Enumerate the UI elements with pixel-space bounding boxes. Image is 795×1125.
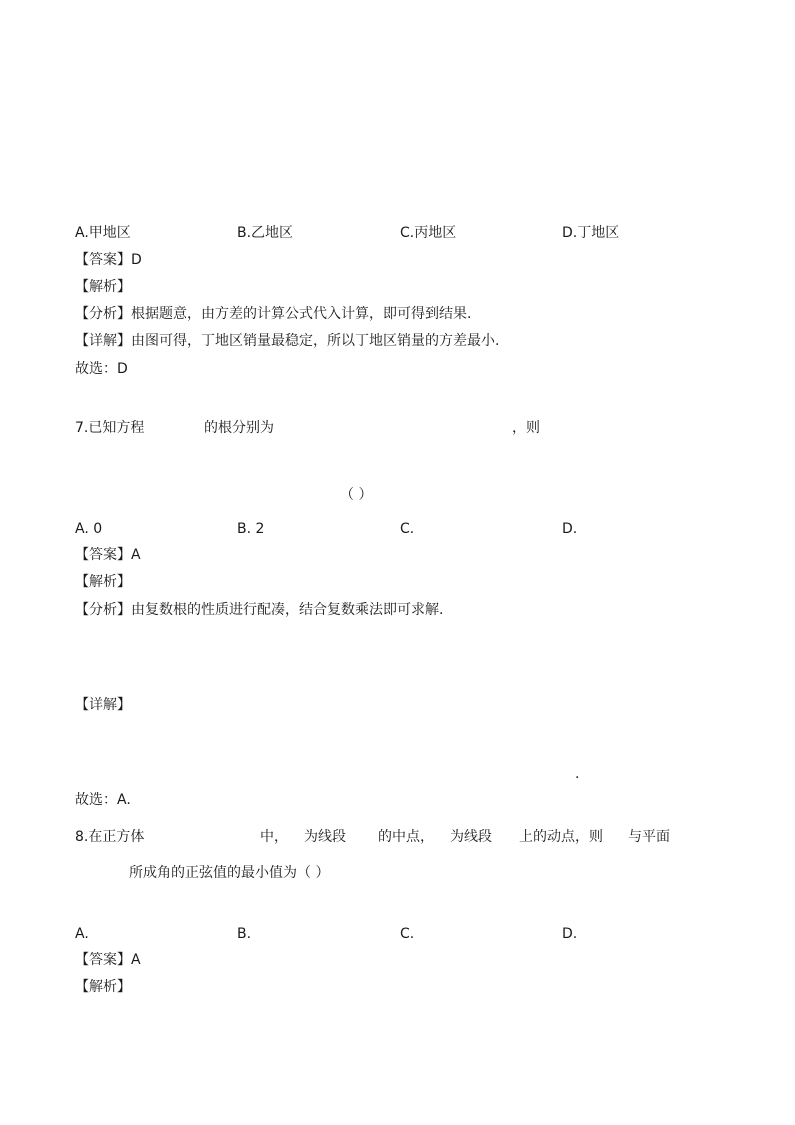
q8-stem-part3: 为线段 xyxy=(304,829,346,845)
q7-guxuan: 故选：A. xyxy=(75,792,131,808)
q7-period: . xyxy=(575,766,580,782)
fenxi-text: 由复数根的性质进行配凑，结合复数乘法即可求解. xyxy=(131,602,444,618)
q6-xiangjie xyxy=(75,332,499,350)
q8-answer xyxy=(75,951,141,969)
q6-guxuan: 故选：D xyxy=(75,361,128,377)
fenxi-text: 根据题意，由方差的计算公式代入计算，即可得到结果. xyxy=(131,306,472,322)
q7-xiangjie-label: 【详解】 xyxy=(75,697,131,713)
q7-option-b: B. 2 xyxy=(237,521,265,537)
q8-option-d: D. xyxy=(562,926,578,942)
q6-answer xyxy=(75,251,142,269)
q8-stem-part6: 上的动点，则 xyxy=(519,829,603,845)
q7-option-a: A. 0 xyxy=(75,521,103,537)
q8-option-b: B. xyxy=(237,926,252,942)
q8-option-c: C. xyxy=(400,926,415,942)
q7-option-c: C. xyxy=(400,521,415,537)
answer-value: D xyxy=(131,252,142,268)
q7-answer xyxy=(75,546,141,564)
answer-label: 【答案】 xyxy=(75,252,131,268)
q8-stem-part5: 为线段 xyxy=(450,829,492,845)
q6-option-c: C.丙地区 xyxy=(400,225,457,241)
answer-label: 【答案】 xyxy=(75,547,131,563)
q6-option-d: D.丁地区 xyxy=(562,225,620,241)
q8-stem-line2: 所成角的正弦值的最小值为（ ） xyxy=(129,865,330,881)
q6-option-b: B.乙地区 xyxy=(237,225,294,241)
q7-paren: （ ） xyxy=(340,487,373,503)
xiangjie-text: 由图可得，丁地区销量最稳定，所以丁地区销量的方差最小. xyxy=(131,333,500,349)
q8-stem-part7: 与平面 xyxy=(628,829,670,845)
q8-stem-part1: 8.在正方体 xyxy=(75,829,145,845)
q7-stem-part2: 的根分别为 xyxy=(204,420,274,436)
q7-analysis-label: 【解析】 xyxy=(75,574,131,590)
q8-stem-part4: 的中点， xyxy=(378,829,434,845)
q8-stem-part2: 中， xyxy=(260,829,288,845)
q7-stem-part1: 7.已知方程 xyxy=(75,420,145,436)
fenxi-label: 【分析】 xyxy=(75,602,131,618)
q6-fenxi xyxy=(75,305,471,323)
answer-value: A xyxy=(131,952,141,968)
q8-option-a: A. xyxy=(75,926,89,942)
q7-option-d: D. xyxy=(562,521,578,537)
answer-value: A xyxy=(131,547,141,563)
xiangjie-label: 【详解】 xyxy=(75,333,131,349)
q7-fenxi xyxy=(75,601,443,619)
q6-option-a: A.甲地区 xyxy=(75,225,131,241)
q6-analysis-label: 【解析】 xyxy=(75,279,131,295)
q8-analysis-label: 【解析】 xyxy=(75,979,131,995)
q7-stem-part3: ，则 xyxy=(512,420,540,436)
answer-label: 【答案】 xyxy=(75,952,131,968)
fenxi-label: 【分析】 xyxy=(75,306,131,322)
